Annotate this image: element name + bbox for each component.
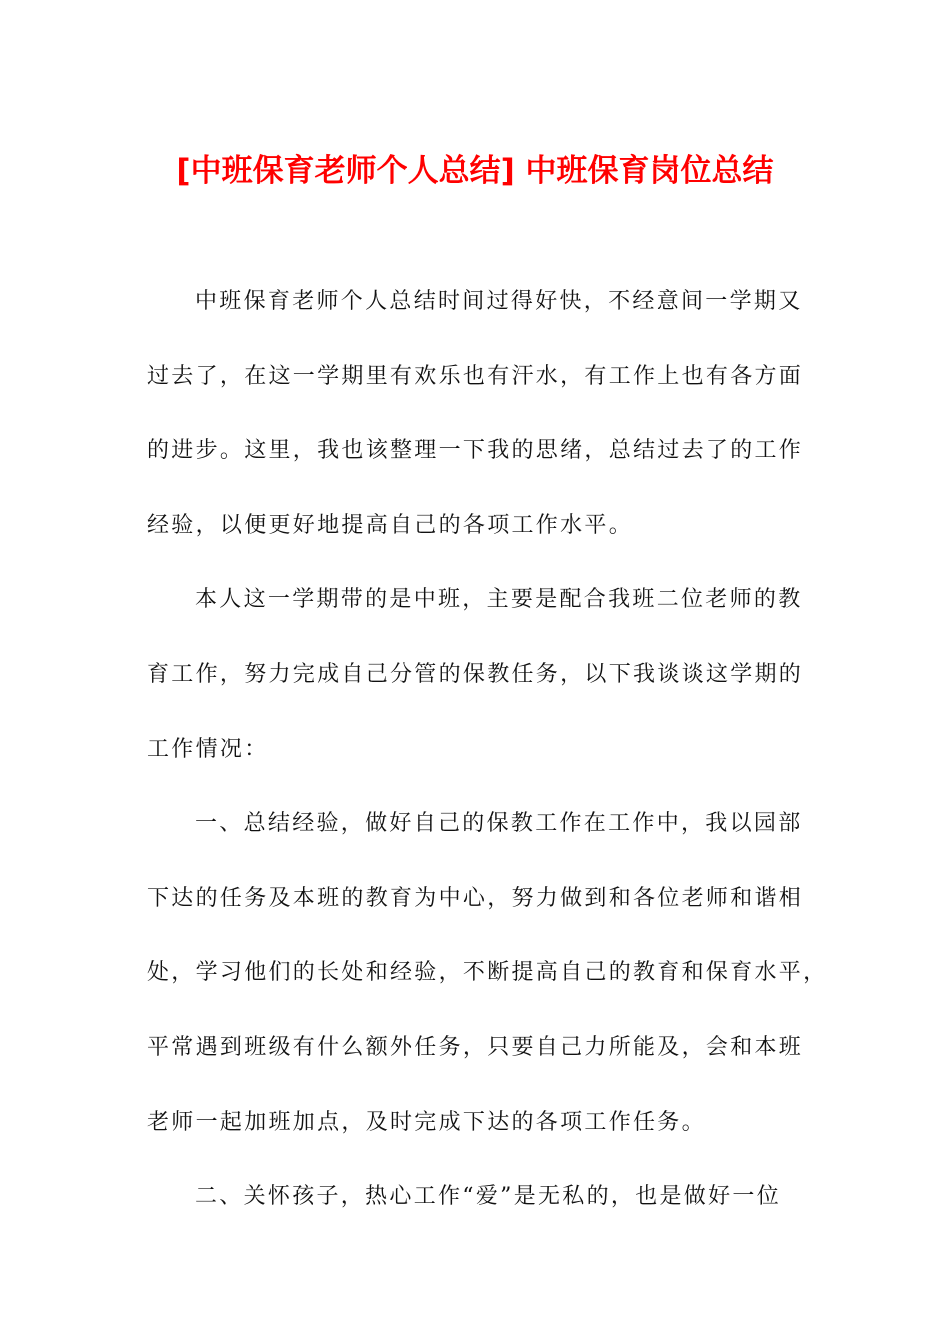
paragraph-line: 处，学习他们的长处和经验，不断提高自己的教育和保育水平， — [147, 960, 828, 986]
paragraph-line: 工作情况： — [147, 736, 269, 762]
paragraph-line: 下达的任务及本班的教育为中心，努力做到和各位老师和谐相 — [147, 885, 804, 911]
paragraph-line: 二、关怀孩子，热心工作“爱”是无私的，也是做好一位 — [195, 1184, 781, 1210]
document-title: [中班保育老师个人总结] 中班保育岗位总结 — [176, 153, 774, 189]
paragraph-line: 过去了，在这一学期里有欢乐也有汗水，有工作上也有各方面 — [147, 363, 804, 389]
paragraph-line: 平常遇到班级有什么额外任务，只要自己力所能及，会和本班 — [147, 1034, 804, 1060]
paragraph-line: 的进步。这里，我也该整理一下我的思绪，总结过去了的工作 — [147, 438, 804, 464]
paragraph-line: 经验，以便更好地提高自己的各项工作水平。 — [147, 512, 634, 538]
paragraph-line: 本人这一学期带的是中班，主要是配合我班二位老师的教 — [195, 587, 803, 613]
paragraph-line: 一、总结经验，做好自己的保教工作在工作中，我以园部 — [195, 811, 803, 837]
paragraph-line: 育工作，努力完成自己分管的保教任务，以下我谈谈这学期的 — [147, 661, 804, 687]
paragraph-line: 中班保育老师个人总结时间过得好快，不经意间一学期又 — [195, 289, 803, 314]
paragraph-line: 老师一起加班加点，及时完成下达的各项工作任务。 — [147, 1109, 706, 1135]
document-body — [147, 282, 828, 1252]
